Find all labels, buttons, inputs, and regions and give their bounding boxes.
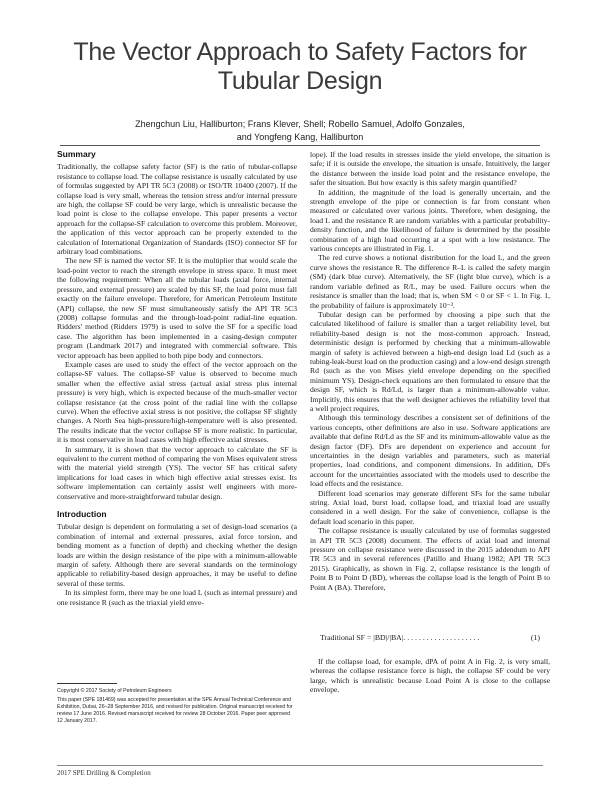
introduction-heading: Introduction — [57, 509, 107, 520]
right-column-continued — [310, 657, 550, 695]
body-paragraph: The red curve shows a notional distribution for the load L, and the green curve shows the resistance R. The difference R–L is called the safety margin (SM) (dark blue curve). Alternatively, the SF (light blue curve), which is a random variable defined as R/L, may be used. Failure occurs when the resistance is smaller than the load; that is, when SM < 0 or SF < 1. In Fig. 1, the probability of failure is approximately 10⁻³. — [310, 253, 550, 310]
body-paragraph: If the collapse load, for example, dPA of point A in Fig. 2, is very small, whereas the collapse resistance force is high, the collapse SF could be very large, which is unrealistic because Load Point A is close to the collapse envelope. — [310, 657, 550, 695]
summary-heading: Summary — [57, 149, 96, 159]
body-paragraph: In addition, the magnitude of the load is generally uncertain, and the strength envelope of the pipe or connection is far from constant when measured or calculated over various joints. Therefore, when designing, the load L and the resistance R are random variables with a particular probability-density function, and the likelihood of failure is determined by the possible combination of a high load occurring at a spot with a low resistance. The various concepts are illustrated in Fig. 1. — [310, 187, 550, 254]
footnote-divider — [57, 683, 117, 684]
equation-number: (1) — [530, 633, 540, 642]
body-paragraph: Tubular design can be performed by choosing a pipe such that the calculated likelihood of failure is smaller than a target reliability level, but reliability-based design is not the most-common approach. Instead, deterministic design is performed by checking that a minimum-allowable margin of safety is achieved between a high-end design load Ld (such as a tubing-leak-burst load on the production casing) and a low-end design strength Rd (such as the von Mises yield envelope depending on the specified minimum YS). Design-check equations are then formulated to ensure that the design SF, which is Rd/Ld, is larger than a minimum-allowable value. Implicitly, this ensures that the well designer achieves the reliability level that a well project requires. — [310, 309, 550, 413]
equation-1 — [320, 633, 540, 643]
manuscript-note: This paper (SPE 181469) was accepted for presentation at the SPE Annual Technical Conference and Exhibition, Dubai, 26–28 September 2016, and revised for publication. Original manuscript received for review 17 June 2016. Revised manuscript received for review 28 October 2016. Paper peer approved 12 January 2017. — [57, 697, 293, 724]
summary-paragraph: Traditionally, the collapse safety factor (SF) is the ratio of tubular-collapse resistance to collapse load. The collapse resistance is usually calculated by use of formulas suggested by API TR 5C3 (2008) or ISO/TR 10400 (2007). If the collapse load is very small, whereas the tension stress and/or internal pressure are high, the collapse SF could be very large, which is unrealistic because the load point is close to the collapse envelope. This paper presents a vector approach for the collapse-SF calculation to overcome this problem. Moreover, the application of this vector approach can be properly extended to the calculation of International Organization of Standards (ISO) connector SF for arbitrary load combinations. — [57, 162, 297, 257]
summary-paragraph: Example cases are used to study the effect of the vector approach on the collapse-SF values. The collapse-SF value is observed to become much smaller when the effective axial stress (actual axial stress plus internal pressure) is very high, which is expected because of the much-smaller vector collapse resistance (at the cross point of the radial line with the collapse curve). When the effective axial stress is not positive, the collapse SF slightly changes. A North Sea high-pressure/high-temperature well is also presented. The results indicate that the vector collapse SF is more realistic. In particular, it is most conservative in load cases with high effective axial stresses. — [57, 359, 297, 445]
body-paragraph: lope). If the load results in stresses inside the yield envelope, the situation is safe; if it is outside the envelope, the situation is unsafe. Intuitively, the larger the distance between the inside load point and the resistance envelope, the safer the situation. But how exactly is this safety margin quantified? — [310, 150, 550, 188]
summary-paragraph: The new SF is named the vector SF. It is the multiplier that would scale the load-point vector to reach the strength envelope in stress space. It must meet the following requirement: When all the tubular loads (axial force, internal pressure, and external pressure) are scaled by this SF, the load point must fall exactly on the failure envelope. Therefore, for American Petroleum Institute (API) collapse, the new SF must simultaneously satisfy the API TR 5C3 (2008) collapse formulas and the through-load-point radial-line equation. Ridders' method (Ridders 1979) is used to solve the SF for a specific load case. The algorithm has been implemented in a casing-design computer program (Landmark 2017) and integrated with commercial software. This vector approach has been applied to both pipe body and connectors. — [57, 256, 297, 360]
body-paragraph: Different load scenarios may generate different SFs for the same tubular string. Axial load, burst load, collapse load, and triaxial load are usually considered in a well design. For the sake of convenience, collapse is the default load scenario in this paper. — [310, 488, 550, 526]
footer-divider — [57, 765, 543, 766]
body-paragraph: The collapse resistance is usually calculated by use of formulas suggested in API TR 5C3 (2008) document. The effects of axial load and internal pressure on collapse resistance were discussed in the 2015 addendum to API TR 5C3 and in several references (Patillo and Huang 1982; API TR 5C3 2015). Graphically, as shown in Fig. 2, collapse resistance is the length of Point B to Point D (BD), whereas the collapse load is the length of Point B to Point A (BA). Therefore, — [310, 526, 550, 592]
introduction-paragraph: In its simplest form, there may be one load L (such as internal pressure) and one resistance R (such as the triaxial yield enve- — [57, 588, 297, 607]
right-column — [310, 150, 550, 592]
equation-text: Traditional SF = |BD|/|BA|. . . . . . . . . . . . . . . . . . . . — [320, 633, 480, 642]
title-divider — [60, 145, 540, 146]
introduction-paragraph: Tubular design is dependent on formulating a set of design-load scenarios (a combination of internal and external pressures, axial force torsion, and bending moment as a function of depth) and checking whether the design loads are within the design resistance of the pipe with a minimum-allowable margin of safety. Although there are several standards on the terminology applicable to reliability-based design approaches, it may be useful to define several of these terms. — [57, 522, 297, 588]
body-paragraph: Although this terminology describes a consistent set of definitions of the various concepts, other definitions are also in use. Software applications are available that define Rd/Ld as the SF and its minimum-allowable value as the design factor (DF). DFs are dependent on experience and account for uncertainties in the design variables and parameters, such as material properties, load conditions, and component dimensions. In addition, DFs account for the uncertainties associated with the models used to describe the load effects and the resistance. — [310, 413, 550, 489]
journal-footer: 2017 SPE Drilling & Completion — [57, 769, 151, 777]
left-column — [57, 150, 297, 607]
paper-title: The Vector Approach to Safety Factors for Tubular Design — [73, 38, 527, 95]
authors-line-2: and Yongfeng Kang, Halliburton — [236, 132, 364, 142]
footnotes — [57, 683, 297, 727]
author-list — [60, 118, 540, 144]
summary-paragraph: In summary, it is shown that the vector approach to calculate the SF is equivalent to the current method of comparing the von Mises equivalent stress with the material yield strength (YS). The vector SF has critical safety implications for load cases in which high effective axial stresses exist. Its software implementation can certainly assist well engineers with more-conservative and more-straightforward tubular design. — [57, 444, 297, 501]
copyright-notice: Copyright © 2017 Society of Petroleum Engineers — [57, 688, 172, 694]
authors-line-1: Zhengchun Liu, Halliburton; Frans Klever, Shell; Robello Samuel, Adolfo Gonzales, — [135, 119, 465, 129]
